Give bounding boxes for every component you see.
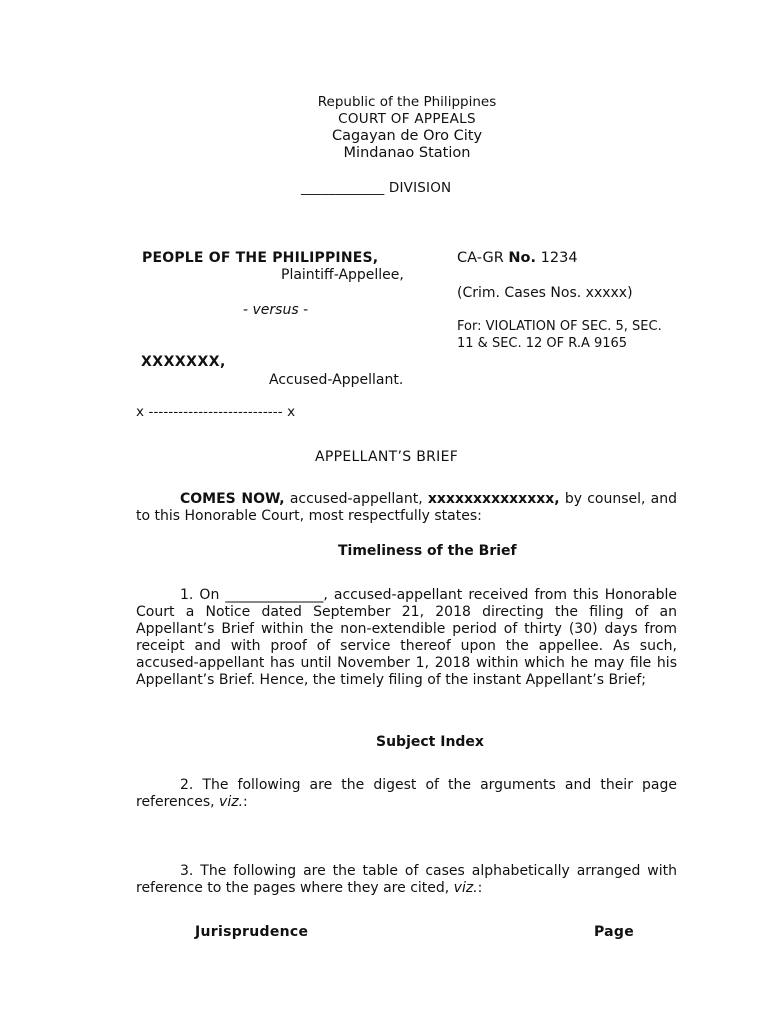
versus-pre: - [243,302,253,318]
appellant-name: xxxxxxxxxxxxxx, [427,491,560,507]
timeliness-heading: Timeliness of the Brief [338,543,517,559]
header-station: Mindanao Station [343,145,471,161]
paragraph-2-end: : [243,794,248,810]
accused-name: XXXXXXX, [141,354,226,370]
header-republic: Republic of the Philippines [317,94,497,110]
intro-text-2: by counsel, and to this Honorable Court, most respectfully states: [136,491,678,524]
page-column-header: Page [594,924,635,940]
crim-cases: (Crim. Cases Nos. xxxxx) [457,285,633,301]
case-number [457,250,578,267]
versus-post: - [298,302,309,318]
case-number-prefix: CA-GR [457,250,509,266]
paragraph-2 [136,777,677,811]
violation-text [457,318,662,352]
subject-index-heading: Subject Index [376,734,484,750]
versus-word: versus [252,302,299,318]
header-city: Cagayan de Oro City [331,128,483,144]
violation-line-2: 11 & SEC. 12 OF R.A 9165 [457,336,628,351]
comes-now: COMES NOW, [180,491,285,507]
plaintiff-name: PEOPLE OF THE PHILIPPINES, [142,250,379,266]
caption-separator: x --------------------------- x [136,404,296,420]
case-number-value: 1234 [536,250,578,266]
division-line: ____________ DIVISION [301,180,452,196]
violation-line-1: For: VIOLATION OF SEC. 5, SEC. [457,319,662,334]
header-court: COURT OF APPEALS [338,111,476,127]
jurisprudence-column-header: Jurisprudence [195,924,309,940]
paragraph-3-end: : [477,880,483,896]
paragraph-3 [136,863,677,897]
paragraph-3-viz: viz. [453,880,478,896]
versus-line [243,302,308,319]
paragraph-3-text: 3. The following are the table of cases alphabetically arranged with reference to the pages where they are cited, [136,863,677,896]
court-header [0,94,768,162]
accused-role: Accused-Appellant. [269,372,404,388]
document-title: APPELLANT’S BRIEF [315,449,459,465]
intro-text-1: accused-appellant, [284,491,428,507]
paragraph-2-viz: viz. [219,794,244,810]
intro-paragraph [136,491,677,525]
case-number-label: No. [508,250,537,266]
plaintiff-role: Plaintiff-Appellee, [281,267,404,283]
paragraph-1: 1. On ______________, accused-appellant received from this Honorable Court a Notice dated September 21, 2018 directing the filing of an Appellant’s Brief within the non-extendible period of thirty (30) days from receipt and with proof of service thereof upon the appellee. As such, accused-appellant has until November 1, 2018 within which he may file his Appellant’s Brief. Hence, the timely filing of the instant Appellant’s Brief; [136,587,677,688]
paragraph-2-text: 2. The following are the digest of the arguments and their page references, [136,777,677,810]
